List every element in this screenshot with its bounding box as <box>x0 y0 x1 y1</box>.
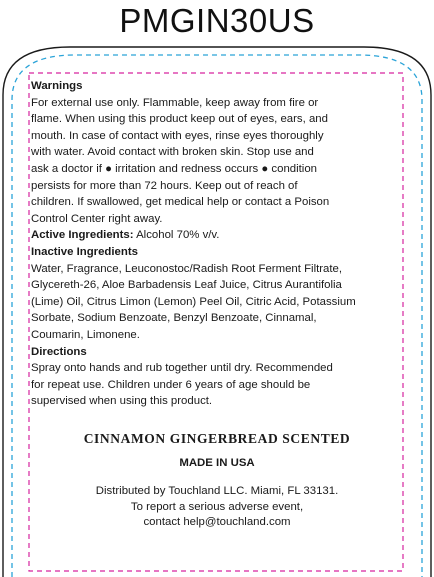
warnings-line: flame. When using this product keep out of eyes, ears, and <box>31 113 328 126</box>
inactive-line: Glycereth-26, Aloe Barbadensis Leaf Juice, Citrus Aurantifolia <box>31 279 342 292</box>
inactive-line: (Lime) Oil, Citrus Limon (Lemon) Peel Oil, Citric Acid, Potassium <box>31 295 356 308</box>
product-code: PMGIN30US <box>119 2 315 39</box>
warnings-line: mouth. In case of contact with eyes, rinse eyes thoroughly <box>31 129 324 142</box>
directions-heading: Directions <box>31 345 87 358</box>
warnings-line: with water. Avoid contact with broken skin. Stop use and <box>31 146 314 159</box>
distributor-info <box>0 484 434 531</box>
warnings-section <box>31 78 407 410</box>
distributor-line: Distributed by Touchland LLC. Miami, FL 33131. <box>95 485 339 497</box>
directions-line: Spray onto hands and rub together until dry. Recommended <box>31 362 333 375</box>
warnings-line: children. If swallowed, get medical help or contact a Poison <box>31 196 330 209</box>
report-line: To report a serious adverse event, <box>130 500 304 513</box>
scent-name: CINNAMON GINGERBREAD SCENTED <box>83 431 351 446</box>
contact-line: contact help@touchland.com <box>143 516 291 529</box>
inactive-line: Coumarin, Limonene. <box>31 328 140 341</box>
warnings-heading: Warnings <box>31 80 83 92</box>
warnings-line: For external use only. Flammable, keep away from fire or <box>31 96 319 109</box>
active-value: Alcohol 70% v/v. <box>133 229 220 242</box>
inactive-line: Water, Fragrance, Leuconostoc/Radish Root Ferment Filtrate, <box>31 262 343 275</box>
warnings-line: Control Center right away. <box>31 212 163 225</box>
made-in: MADE IN USA <box>179 457 255 469</box>
active-heading: Active Ingredients: <box>31 229 134 242</box>
active-ingredients <box>31 227 407 244</box>
warnings-line: ask a doctor if ● irritation and redness occurs ● condition <box>31 162 318 175</box>
directions-line: for repeat use. Children under 6 years of age should be <box>31 378 311 391</box>
directions-line: supervised when using this product. <box>31 395 213 408</box>
inactive-line: Sorbate, Sodium Benzoate, Benzyl Benzoate, Cinnamal, <box>31 312 317 325</box>
inactive-heading: Inactive Ingredients <box>31 245 138 258</box>
warnings-line: persists for more than 72 hours. Keep out of reach of <box>31 179 298 192</box>
